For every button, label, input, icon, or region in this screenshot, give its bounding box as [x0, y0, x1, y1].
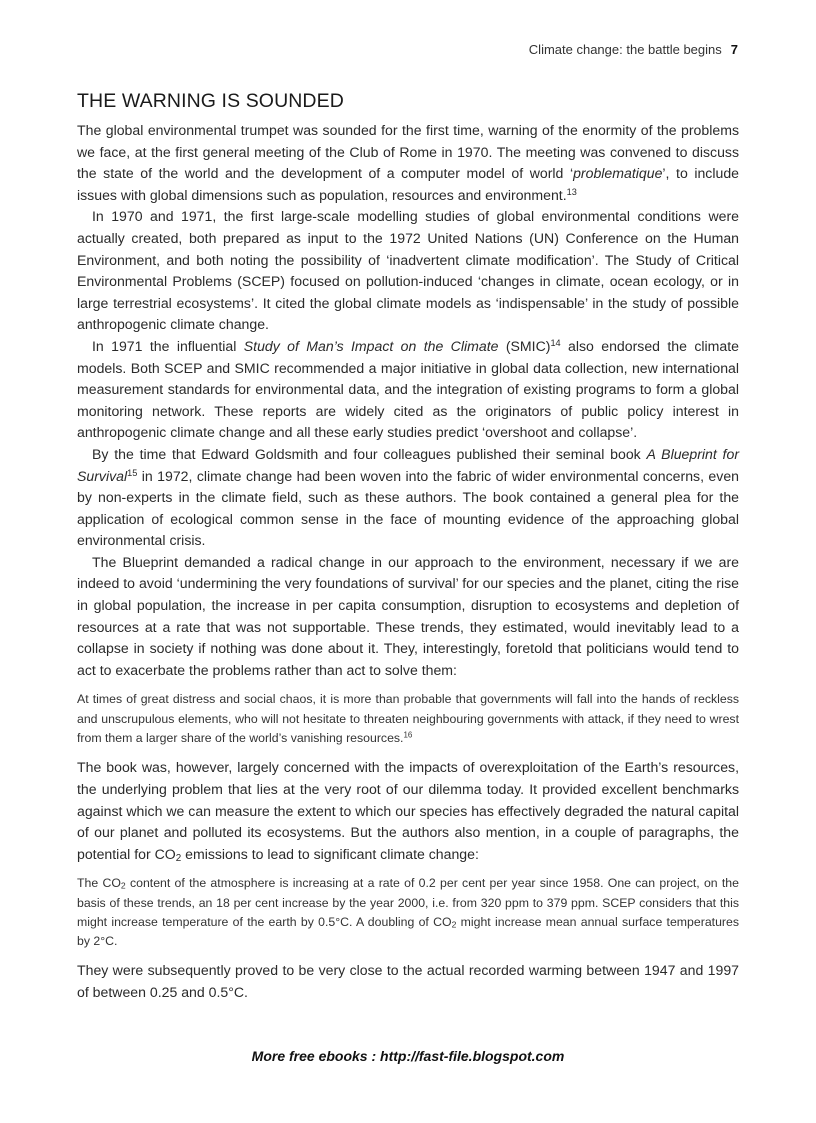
paragraph-7: They were subsequently proved to be very close to the actual recorded warming between 1947 and 1997 of between 0.25 and 0.5°C. — [77, 962, 739, 1001]
main-content — [77, 90, 739, 1004]
p3-text-a: In 1971 the influential — [92, 337, 244, 354]
footnote-ref-14: 14 — [550, 337, 561, 348]
paragraph-1 — [77, 120, 739, 206]
quote2-subscript-1: 2 — [120, 881, 126, 892]
p1-italic-term: problematique — [573, 165, 663, 182]
footnote-ref-16: 16 — [403, 730, 413, 740]
block-quote-1 — [77, 690, 739, 748]
footnote-ref-15: 15 — [127, 467, 138, 478]
p6-subscript: 2 — [175, 852, 182, 864]
running-head — [529, 42, 738, 57]
p1-text-c: ’, to include issues with global dimensions such as population, resources and environment. — [77, 165, 740, 203]
p1-text-a: The global environmental trumpet was sounded for the first time, warning of the enormity of the problems we face, at the first general meeting of the Club of Rome in 1970. The meeting was convened to discuss the state of the world and the development of a computer model of world ‘ — [77, 122, 739, 182]
section-heading: THE WARNING IS SOUNDED — [77, 90, 344, 112]
block-quote-2 — [77, 874, 739, 951]
paragraph-5: The Blueprint demanded a radical change in our approach to the environment, necessary if we are indeed to avoid ‘undermining the very foundations of survival’ for our species and the planet, citing the rise in global population, the increase in per capita consumption, disruption to ecosystems and depletion of resources at a rate that was not supportable. These trends, they estimated, would inevitably lead to a collapse in society if nothing was done about it. They, interestingly, foretold that politicians would tend to act to exacerbate the problems rather than act to solve them: — [77, 553, 739, 678]
paragraph-2: In 1970 and 1971, the first large-scale modelling studies of global environmental conditions were actually created, both prepared as input to the 1972 United Nations (UN) Conference on the Human Environment, and both noting the possibility of ‘inadvertent climate modification’. The Study of Critical Environmental Problems (SCEP) focused on pollution-induced ‘changes in climate, ocean ecology, or in large terrestrial ecosystems’. It cited the global climate models as ‘indispensable’ in the study of possible anthropogenic climate change. — [77, 208, 739, 333]
quote2-subscript-2: 2 — [451, 919, 457, 930]
p3-text-c: (SMIC) — [498, 337, 551, 354]
page-number: 7 — [730, 42, 738, 57]
p3-text-d: also endorsed the climate models. Both SCEP and SMIC recommended a major initiative in global data collection, new international measurement standards for environmental data, and the integration of existing programs to form a global monitoring network. These reports are widely cited as the originators of public policy interest in anthropogenic climate change and all these early studies predict ‘overshoot and collapse’. — [77, 337, 739, 441]
running-title: Climate change: the battle begins — [528, 42, 722, 57]
quote1-text: At times of great distress and social chaos, it is more than probable that governments will fall into the hands of reckless and unscrupulous elements, who will not hesitate to threaten neighbouring governments with attack, if they need to wrest from them a larger share of the world’s vanishing resources. — [77, 692, 739, 746]
paragraph-3 — [77, 336, 739, 444]
p4-text-c: in 1972, climate change had been woven into the fabric of wider environmental concerns, even by non-experts in the climate field, such as these authors. The book contained a general plea for the application of ecological common sense in the face of mounting evidence of the approaching global environmental crisis. — [77, 467, 739, 549]
p6-text-a: The book was, however, largely concerned with the impacts of overexploitation of the Earth’s resources, the underlying problem that lies at the very root of our dilemma today. It provided excellent benchmarks against which we can measure the extent to which our species has effectively degraded the natural capital of our planet and polluted its ecosystems. But the authors also mention, in a couple of paragraphs, the potential for CO — [77, 759, 739, 862]
quote2-text-c: might increase mean annual surface temperatures by 2°C. — [77, 914, 739, 949]
p4-italic-title: A Blueprint for Survival — [77, 445, 740, 484]
p3-italic-title: Study of Man’s Impact on the Climate — [243, 337, 499, 354]
footnote-ref-13: 13 — [566, 186, 577, 197]
quote2-text-b: content of the atmosphere is increasing at a rate of 0.2 per cent per year since 1958. One can project, on the basis of these trends, an 18 per cent increase by the year 2000, i.e. from 320 ppm to 379 ppm. SCEP considers that this might increase temperature of the earth by 0.5°C. A doubling of CO — [77, 876, 739, 929]
paragraph-6 — [77, 757, 739, 865]
footer-promo: More free ebooks : http://fast-file.blogspot.com — [251, 1048, 565, 1064]
paragraph-4 — [77, 444, 739, 552]
p6-text-b: emissions to lead to significant climate change: — [181, 845, 479, 862]
quote2-text-a: The CO — [77, 876, 121, 891]
p4-text-a: By the time that Edward Goldsmith and four colleagues published their seminal book — [92, 445, 647, 462]
